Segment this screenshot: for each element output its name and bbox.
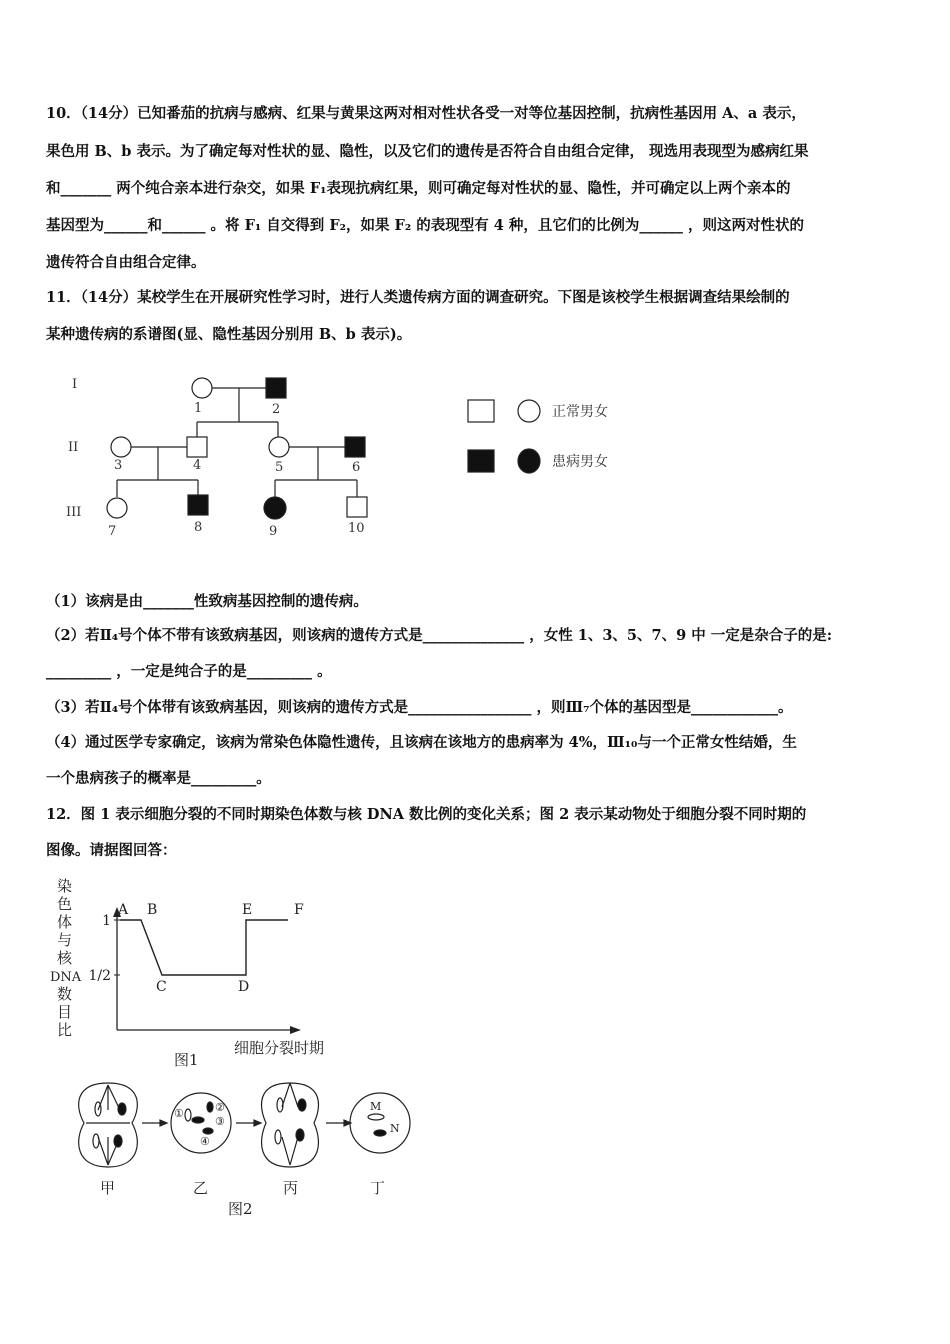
q11-part-2b: _________ ，一定是纯合子的是_________ 。 [46, 663, 332, 680]
ylabel-char: 目 [57, 1003, 73, 1021]
figure-1-chart [40, 875, 380, 1075]
individual-4-normal-male [187, 437, 207, 457]
q11-line-1: 11．（14分）某校学生在开展研究性学习时，进行人类遗传病方面的调查研究。下图是该校学生根据调查结果绘制的 [46, 289, 790, 306]
legend-normal-female-icon [518, 400, 540, 422]
id-4: 4 [193, 458, 202, 473]
point-label-F: F [294, 902, 304, 918]
q11-part-4a: （4）通过医学专家确定，该病为常染色体隐性遗传，且该病在该地方的患病率为 4%，Ⅲ₁₀与一个正常女性结婚，生 [46, 734, 797, 751]
y-tick-label: 1 [102, 913, 111, 929]
ylabel-char: DNA [50, 970, 82, 985]
ylabel-char: 比 [57, 1021, 73, 1039]
point-label-C: C [156, 979, 167, 995]
id-6: 6 [352, 460, 361, 475]
id-9: 9 [269, 524, 278, 539]
y-tick-label: 1/2 [88, 968, 111, 984]
id-7: 7 [108, 524, 117, 539]
chart-series-line [120, 920, 288, 975]
point-label-B: B [147, 902, 158, 918]
individual-8-affected-male [188, 495, 208, 515]
point-label-D: D [238, 979, 250, 995]
chromo-mark-2: ② [215, 1101, 225, 1114]
id-5: 5 [275, 460, 284, 475]
chromo-mark-3: ③ [215, 1115, 225, 1128]
cell-label-jia: 甲 [100, 1179, 116, 1197]
q10-line-5: 遗传符合自由组合定律。 [46, 254, 206, 271]
q11-part-1: （1）该病是由_______性致病基因控制的遗传病。 [46, 593, 368, 610]
ylabel-char: 核 [57, 949, 73, 967]
q10-line-3: 和_______ 两个纯合亲本进行杂交，如果 F₁表现抗病红果，则可确定每对性状的显、隐性，并可确定以上两个亲本的 [46, 180, 791, 197]
q12-line-2: 图像。请据图回答： [46, 842, 177, 859]
individual-10-normal-male [347, 497, 367, 517]
ding-mark-n: N [390, 1122, 400, 1135]
ylabel-char: 数 [57, 985, 73, 1003]
legend-affected-label: 患病男女 [552, 454, 608, 470]
cell-label-ding: 丁 [370, 1179, 386, 1197]
individual-1-normal-female [192, 378, 212, 398]
individual-2-affected-male [266, 378, 286, 398]
cell-bing [262, 1083, 319, 1167]
pedigree-chart [50, 365, 650, 545]
gen-label-3: III [66, 505, 82, 520]
individual-7-normal-female [107, 498, 127, 518]
legend-affected-male-icon [468, 450, 494, 472]
id-1: 1 [194, 401, 203, 416]
x-axis-arrow [290, 1026, 301, 1034]
id-3: 3 [114, 458, 123, 473]
q10-line-4: 基因型为______和______ 。将 F₁ 自交得到 F₂，如果 F₂ 的表现型有 4 种，且它们的比例为______ ，则这两对性状的 [46, 217, 804, 234]
legend-normal-male-icon [468, 400, 494, 422]
ylabel-char: 色 [57, 895, 73, 913]
individual-5-normal-female [269, 437, 289, 457]
legend-affected-female-icon [518, 449, 540, 473]
cell-label-bing: 丙 [283, 1179, 299, 1197]
individual-9-affected-female [264, 497, 286, 519]
chart-title: 图1 [174, 1051, 199, 1069]
q11-line-2: 某种遗传病的系谱图(显、隐性基因分别用 B、b 表示)。 [46, 326, 412, 343]
chart-xlabel: 细胞分裂时期 [234, 1039, 325, 1057]
gen-label-1: I [72, 377, 78, 392]
ding-mark-m: M [370, 1100, 382, 1113]
ylabel-char: 与 [57, 931, 73, 949]
q11-part-4b: 一个患病孩子的概率是_________。 [46, 770, 271, 787]
q10-line-2: 果色用 B、b 表示。为了确定每对性状的显、隐性，以及它们的遗传是否符合自由组合定律， 现选用表现型为感病红果 [46, 143, 809, 160]
chromo-mark-1: ① [174, 1107, 184, 1120]
gen-label-2: II [68, 440, 79, 455]
chromo-mark-4: ④ [200, 1135, 210, 1148]
ylabel-char: 体 [57, 913, 73, 931]
q10-line-1: 10．（14分）已知番茄的抗病与感病、红果与黄果这两对相对性状各受一对等位基因控制，抗病性基因用 A、a 表示， [46, 105, 806, 122]
individual-6-affected-male [345, 437, 365, 457]
id-8: 8 [194, 520, 203, 535]
figure-2-title: 图2 [228, 1200, 253, 1218]
cell-label-yi: 乙 [193, 1179, 209, 1197]
legend-normal-label: 正常男女 [552, 404, 608, 420]
q11-part-3: （3）若Ⅱ₄号个体带有该致病基因，则该病的遗传方式是_________________ ，则Ⅲ₇个体的基因型是____________。 [46, 699, 793, 716]
figure-2-cells [70, 1075, 430, 1225]
point-label-E: E [242, 902, 253, 918]
q12-line-1: 12．图 1 表示细胞分裂的不同时期染色体数与核 DNA 数比例的变化关系；图 2 表示某动物处于细胞分裂不同时期的 [46, 806, 807, 823]
point-label-A: A [118, 902, 129, 918]
id-2: 2 [272, 402, 281, 417]
ylabel-char: 染 [57, 877, 73, 895]
q11-part-2a: （2）若Ⅱ₄号个体不带有该致病基因，则该病的遗传方式是______________ ，女性 1、3、5、7、9 中 一定是杂合子的是: [46, 627, 833, 644]
individual-3-normal-female [111, 437, 131, 457]
id-10: 10 [348, 521, 365, 536]
